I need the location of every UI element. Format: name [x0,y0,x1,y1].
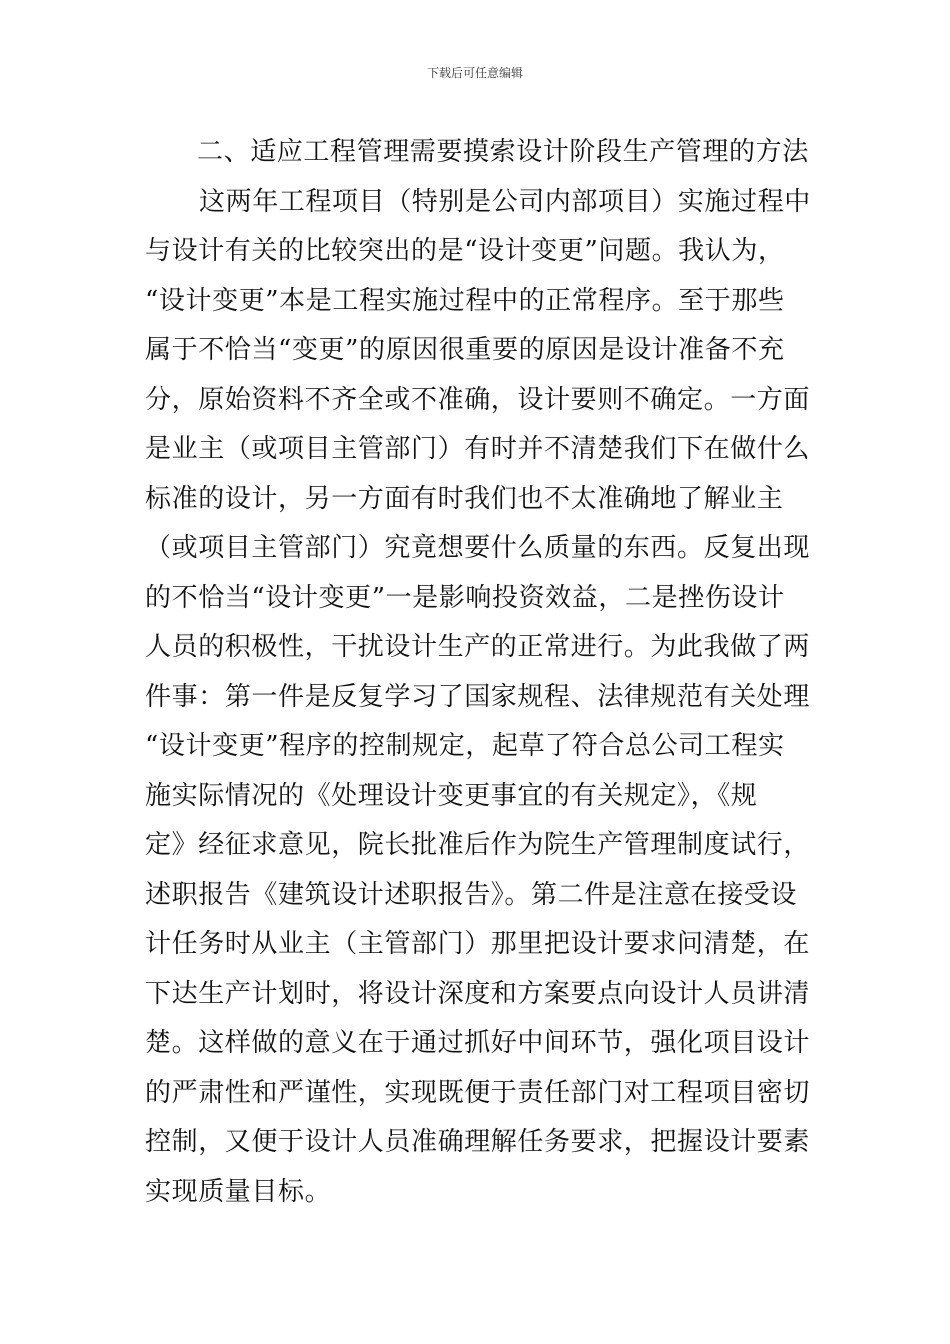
paragraph-line: 施实际情况的《处理设计变更事宜的有关规定》，《规 [145,780,758,811]
paragraph-line: 述职报告《建筑设计述职报告》。第二件是注意在接受设 [145,879,798,910]
paragraph-line: 属于不恰当“变更”的原因很重要的原因是设计准备不充 [145,335,785,365]
paragraph-line: 定》经征求意见，院长批准后作为院生产管理制度试行， [145,830,811,860]
paragraph-line: 的不恰当“设计变更”一是影响投资效益，二是挫伤设计 [145,582,785,613]
paragraph-line: 实现质量目标。 [145,1176,332,1207]
paragraph-line: 人员的积极性，干扰设计生产的正常进行。为此我做了两 [145,632,811,662]
paragraph-line: 控制，又便于设计人员准确理解任务要求，把握设计要素 [145,1127,811,1157]
paragraph-line: “设计变更”程序的控制规定，起草了符合总公司工程实 [145,731,785,761]
paragraph-line: 分，原始资料不齐全或不准确，设计要则不确定。一方面 [145,384,811,415]
paragraph-line: （或项目主管部门）究竟想要什么质量的东西。反复出现 [145,533,811,563]
paragraph-line: 件事：第一件是反复学习了国家规程、法律规范有关处理 [145,681,811,712]
paragraph-line: 的严肃性和严谨性，实现既便于责任部门对工程项目密切 [145,1077,811,1108]
paragraph-line: 这两年工程项目（特别是公司内部项目）实施过程中 [199,186,811,217]
paragraph-line: 下达生产计划时，将设计深度和方案要点向设计人员讲清 [145,978,811,1009]
paragraph-line: 与设计有关的比较突出的是“设计变更”问题。我认为， [145,236,785,266]
header-note: 下载后可任意编辑 [426,66,523,80]
paragraph-line: 计任务时从业主（主管部门）那里把设计要求问清楚，在 [145,929,811,959]
paragraph-line: 是业主（或项目主管部门）有时并不清楚我们下在做什么 [145,434,811,464]
section-heading: 二、适应工程管理需要摸索设计阶段生产管理的方法 [197,137,809,167]
document-body [145,128,810,1217]
paragraph-line: 标准的设计，另一方面有时我们也不太准确地了解业主 [145,483,784,514]
paragraph-line: “设计变更”本是工程实施过程中的正常程序。至于那些 [145,285,785,316]
paragraph-line: 楚。这样做的意义在于通过抓好中间环节，强化项目设计 [145,1028,811,1058]
